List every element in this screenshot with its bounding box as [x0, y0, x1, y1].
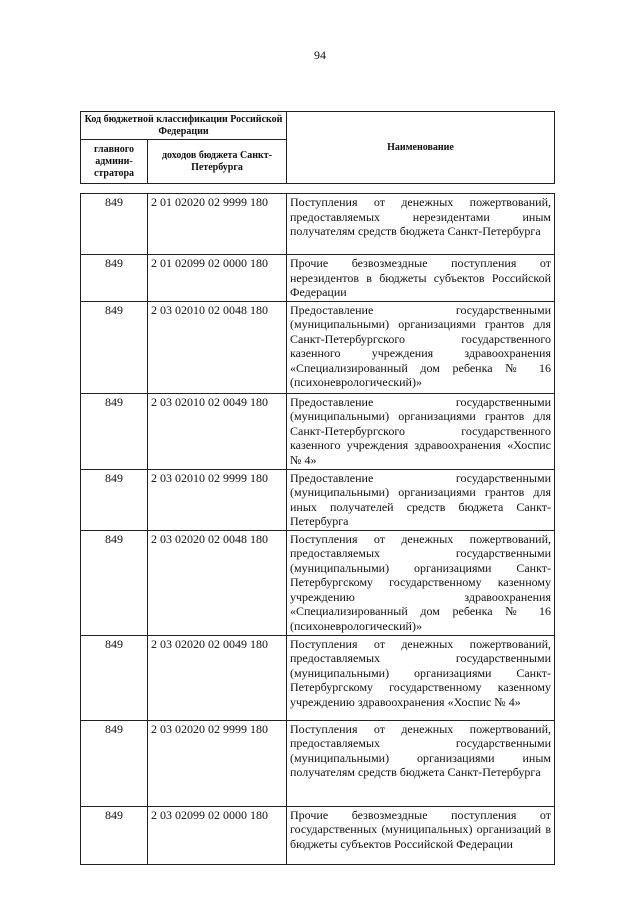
page-number: 94: [314, 48, 326, 62]
admin-code-cell: 849: [81, 393, 148, 469]
admin-code-cell: 849: [81, 255, 148, 302]
table-row: [81, 806, 555, 864]
revenue-code-cell: 2 01 02020 02 9999 180: [148, 194, 287, 255]
revenue-name-cell: Поступления от денежных пожертвований, предоставляемых государственными (муниципальными) организациями Санкт-Петербургскому государственному казенному учреждению здравоохранения «Хоспис № 4»: [287, 635, 555, 720]
header-classification-group: Код бюджетной классификации Российской Федерации: [81, 112, 287, 140]
table-row: [81, 720, 555, 806]
admin-code-cell: 849: [81, 635, 148, 720]
revenue-code-cell: 2 03 02010 02 0049 180: [148, 393, 287, 469]
header-admin-column: главного админи-стратора: [81, 140, 148, 184]
table-header: [80, 111, 555, 184]
revenue-name-cell: Предоставление государственными (муниципальными) организациями грантов для Санкт-Петербургского государственного казенного учреждения здравоохранения «Специализированный дом ребенка № 16 (психоневрологический)»: [287, 301, 555, 393]
admin-code-cell: 849: [81, 720, 148, 806]
revenue-name-cell: Поступления от денежных пожертвований, предоставляемых нерезидентами иным получателям средств бюджета Санкт-Петербурга: [287, 194, 555, 255]
header-revenue-column: доходов бюджета Санкт-Петербурга: [148, 140, 287, 184]
revenue-code-cell: 2 03 02010 02 9999 180: [148, 469, 287, 530]
revenue-code-cell: 2 03 02020 02 9999 180: [148, 720, 287, 806]
admin-code-cell: 849: [81, 530, 148, 635]
table-row: [81, 530, 555, 635]
revenue-code-cell: 2 01 02099 02 0000 180: [148, 255, 287, 302]
revenue-name-cell: Поступления от денежных пожертвований, предоставляемых государственными (муниципальными) организациями Санкт-Петербургскому государственному казенному учреждению здравоохранения «Специализированный дом ребенка № 16 (психоневрологический)»: [287, 530, 555, 635]
revenue-code-cell: 2 03 02010 02 0048 180: [148, 301, 287, 393]
table-row: [81, 194, 555, 255]
revenue-name-cell: Поступления от денежных пожертвований, предоставляемых государственными (муниципальными) организациями иным получателям средств бюджета Санкт-Петербурга: [287, 720, 555, 806]
revenue-code-cell: 2 03 02020 02 0048 180: [148, 530, 287, 635]
table-row: [81, 255, 555, 302]
header-name-column: Наименование: [287, 112, 555, 184]
table-row: [81, 393, 555, 469]
revenue-name-cell: Прочие безвозмездные поступления от государственных (муниципальных) организаций в бюджеты субъектов Российской Федерации: [287, 806, 555, 864]
revenue-name-cell: Предоставление государственными (муниципальными) организациями грантов для иных получателей средств бюджета Санкт-Петербурга: [287, 469, 555, 530]
table-row: [81, 301, 555, 393]
admin-code-cell: 849: [81, 469, 148, 530]
revenue-code-cell: 2 03 02099 02 0000 180: [148, 806, 287, 864]
admin-code-cell: 849: [81, 194, 148, 255]
revenue-name-cell: Прочие безвозмездные поступления от нерезидентов в бюджеты субъектов Российской Федерации: [287, 255, 555, 302]
revenue-table: [80, 193, 555, 865]
revenue-name-cell: Предоставление государственными (муниципальными) организациями грантов для Санкт-Петербургского государственного казенного учреждения здравоохранения «Хоспис № 4»: [287, 393, 555, 469]
admin-code-cell: 849: [81, 806, 148, 864]
revenue-code-cell: 2 03 02020 02 0049 180: [148, 635, 287, 720]
table-row: [81, 469, 555, 530]
admin-code-cell: 849: [81, 301, 148, 393]
table-row: [81, 635, 555, 720]
